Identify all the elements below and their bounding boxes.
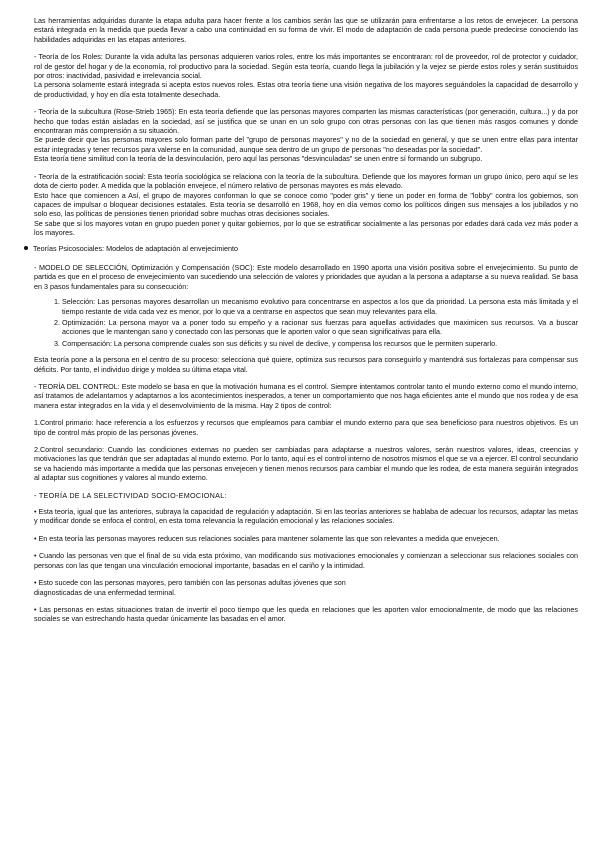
section-estratificacion: [34, 172, 578, 238]
roles-paragraph-2: La persona solamente estará integrada si acepta estos nuevos roles. Estas otra teoría tiene una visión negativa de los mayores seguándoles la capacidad de desarrollo y de productividad, y hoy en día esta totalmente desechada.: [34, 80, 578, 99]
psicosociales-heading: [24, 244, 578, 253]
estratificacion-paragraph-3: Se sabe que si los mayores votan en grupo pueden poner y quitar gobiernos, por lo que se estratificar socialmente a las personas por edades dará cada vez más poder a los mayores.: [34, 218, 578, 238]
estratificacion-paragraph-1: - Teoría de la estratificación social: Esta teoría sociológica se relaciona con la teoría de la subcultura. Defiende que los mayores forman un grupo único, pero aquí se les dota de cierto poder. A medida que la población envejece, el número relativo de personas mayores es más elevado.: [34, 171, 578, 191]
selectividad-bullet-4: [34, 578, 578, 597]
selectividad-bullet-1: • Esta teoría, igual que las anteriores, subraya la capacidad de regulación y adaptación. Si en las teorías anteriores se hablaba de adecuar los recursos, adaptar las metas y modificar donde se enfoca el control, en esta toma relevancia la regulación emocional y las relaciones sociales.: [34, 507, 578, 526]
selectividad-bullet-5: • Las personas en estas situaciones tratan de invertir el poco tiempo que les queda en relaciones que les aporten valor emocionalmente, de modo que las relaciones sociales se van estrechando hasta quedar únicamente las basadas en el amor.: [34, 604, 578, 624]
section-roles: [34, 52, 578, 99]
selectividad-bullet-2: • En esta teoría las personas mayores reducen sus relaciones sociales para mantener solamente las que son relevantes a medida que envejecen.: [34, 533, 500, 543]
estratificacion-paragraph-2: Esto hace que comiencen a Así, el grupo de mayores conforman lo que se conoce como "poder gris" y tiene un poder en forma de "lobby" contra los gobiernos, son capaces de impulsar o bloquear decisiones estatales. Esta teoría se desarrolló en 1968, hoy en día vemos como los políticos dirigen sus mensajes a los jubilados y no solo eso, las políticas de pensiones tienen prioridad sobre muchas otras decisiones sociales.: [34, 190, 578, 219]
soc-steps-list: [34, 297, 578, 348]
psicosociales-title: Teorías Psicosociales: Modelos de adaptación al envejecimiento: [33, 243, 238, 253]
intro-paragraph: Las herramientas adquiridas durante la etapa adulta para hacer frente a los cambios serán las que se utilizarán para enfrentarse a los retos de envejecer. La persona estará integrada en la medida que pueda llevar a cabo una continuidad en su forma de vivir. El modo de adaptación de cada persona puede predecirse conociendo las habilidades adquiridas en las etapas anteriores.: [34, 16, 578, 44]
section-subcultura: [34, 107, 578, 163]
soc-intro: - MODELO DE SELECCIÓN, Optimización y Compensación (SOC): Este modelo desarrollado en 1990 aporta una visión positiva sobre el envejecimiento. Su punto de partida es que en el proceso de envejecimiento van sucediendo una selección de valores y prioridades que ayudan a la persona a adaptarse a su nueva realidad. Se basa en 3 pasos fundamentales para su consecución:: [34, 262, 578, 291]
control-secundario: 2.Control secundario: Cuando las condiciones externas no pueden ser cambiadas para adaptarse a nuestros valores, serán nuestros valores, ideas, creencias y motivaciones las que tendrán que ser adaptadas al mundo externo. Por lo tanto, aquí es el control interno de nosotros mismos el que se va a ejercer. El control secundario se va haciendo más importante a medida que las personas envejecen y tienen menos recursos para cambiar el mundo que les rodea, de esta manera seguirán integrados al adaptar sus cognitiones y valores al mundo externo.: [34, 445, 578, 483]
list-item: 2. Optimización: La persona mayor va a poner todo su empeño y a racionar sus fuerzas para aquellas actividades que maximicen sus recursos. Va a buscar acciones que le mantengan sano y conectado con las personas que le aporten valor o que sean significativas para ella.: [62, 318, 578, 337]
roles-paragraph-1: - Teoría de los Roles: Durante la vida adulta las personas adquieren varios roles, entre los más importantes se encontraran: rol de proveedor, rol de protector y cuidador, rol de gestor del hogar y de la economía, rol productivo para la sociedad. Según esta teoría, cuando llega la jubilación y la vejez se pierde estos roles y serán sustituidos por otros: inactividad, pasividad e irrelevancia social.: [34, 52, 578, 81]
selectividad-bullet-4-line-2: diagnosticadas de una enfermedad terminal.: [34, 587, 176, 597]
control-primario: 1.Control primario: hace referencia a los esfuerzos y recursos que empleamos para cambiar el mundo externo para que sea beneficioso para nuestros objetivos. Es un tipo de control más propio de las personas jóvenes.: [34, 418, 578, 437]
selectividad-bullet-4-line-1: • Esto sucede con las personas mayores, pero también con las personas adultas jóvenes que son: [34, 578, 346, 588]
list-item: 1. Selección: Las personas mayores desarrollan un mecanismo evolutivo para concentrarse en aspectos a los que da prioridad. La persona esta más limitada y el tiempo restante de vida cada vez es menor, por lo que va a centrarse en aspectos que sean muy relevantes para ella.: [62, 297, 578, 316]
selectividad-heading: - TEORÍA DE LA SELECTIVIDAD SOCIO-EMOCIONAL:: [34, 490, 227, 500]
subcultura-paragraph-1: - Teoría de la subcultura (Rose-Strieb 1965): En esta teoría defiende que las personas mayores comparten las mismas características (por generación, cultura...) y da por hecho que todas están aisladas en la sociedad, así se justifica que se unan en un solo grupo con otras personas con las que tienen más rasgos comunes y donde encontraran más comprensión a su situación.: [34, 107, 578, 136]
list-item: 3. Compensación: La persona comprende cuales son sus déficits y su nivel de declive, y compensa los recursos que le permiten superarlo.: [62, 339, 578, 348]
soc-outro: Esta teoría pone a la persona en el centro de su proceso: selecciona qué quiere, optimiza sus recursos para conseguirlo y mantendrá sus fortalezas para compensar sus déficits. Por tanto, el individuo dirige y moldea su última etapa vital.: [34, 355, 578, 374]
selectividad-bullet-3: • Cuando las personas ven que el final de su vida esta próximo, van modificando sus motivaciones emocionales y comienzan a seleccionar sus relaciones sociales con personas con las que tengan una vinculación emocional importante, basadas en el cariño y la intimidad.: [34, 551, 578, 570]
subcultura-paragraph-3: Esta teoría tiene similitud con la teoría de la desvinculación, pero aquí las personas "desvinculadas" se unen entre sí formando un subgrupo.: [34, 154, 483, 164]
control-intro: - TEORÍA DEL CONTROL: Este modelo se basa en que la motivación humana es el control. Siempre intentamos controlar tanto el mundo externo como el mundo interno, así tratamos de adelantarnos y adaptarnos a los acontecimientos inesperados, a tener un comportamiento que nos haga eficientes ante el mundo que nos rodea y de esa manera estar integrados en la vida y el desenvolvimiento de la misma. Hay 2 tipos de control:: [34, 382, 578, 410]
subcultura-paragraph-2: Se puede decir que las personas mayores solo forman parte del "grupo de personas mayores" y no de la sociedad en general, y que se unen entre ellas para intentar estar integradas y tener recursos para valerse en la comunidad, aunque sea dentro de un grupo de personas "no deseadas por la sociedad".: [34, 135, 578, 154]
bullet-icon: [24, 246, 28, 250]
